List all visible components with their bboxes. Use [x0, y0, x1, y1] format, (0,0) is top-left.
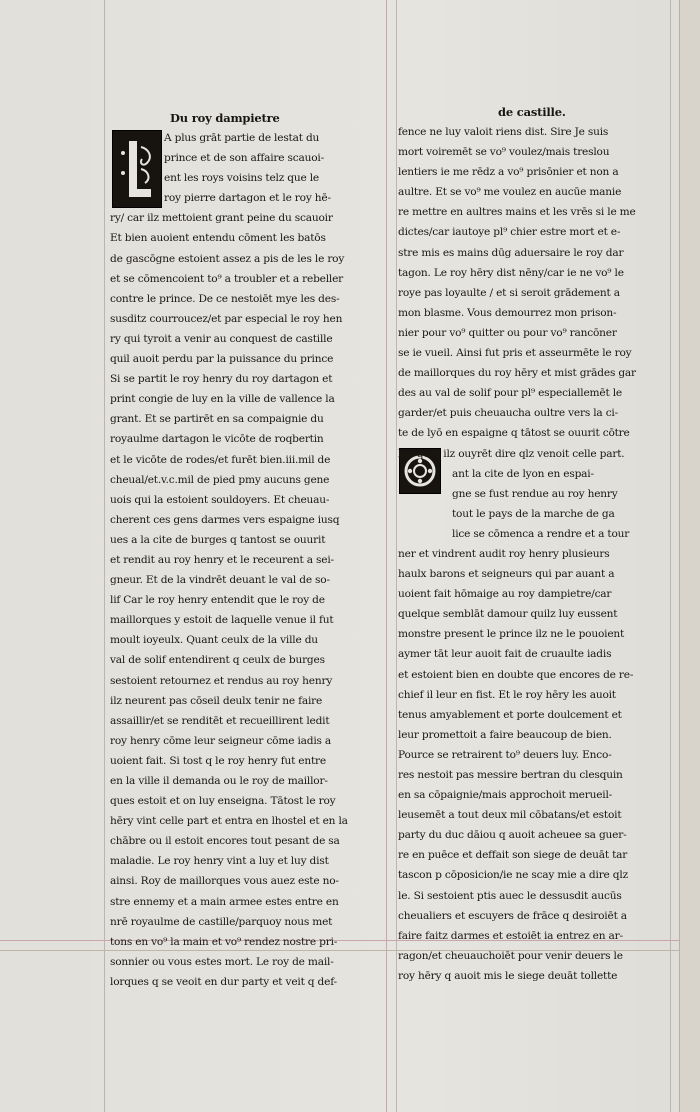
- text-line: A plus grāt partie de lestat du: [164, 132, 320, 144]
- text-line: roy pierre dartagon et le roy hē-: [164, 192, 331, 205]
- text-line: print congie de luy en la ville de vallence la: [110, 393, 335, 406]
- text-line: garder/et puis cheuaucha oultre vers la ci-: [398, 407, 619, 420]
- text-line: uoient fait. Si tost q le roy henry fut entre: [110, 754, 326, 767]
- text-line: tons en vo⁹ la main et vo⁹ rendez nostre pri-: [110, 935, 338, 948]
- text-line: mon blasme. Vous demourrez mon prison-: [398, 306, 617, 319]
- text-line: et se cōmencoient to⁹ a troubler et a rebeller: [110, 272, 344, 285]
- column-rule-line: [386, 0, 387, 1112]
- text-line: nier pour vo⁹ quitter ou pour vo⁹ rancōner: [398, 326, 617, 339]
- text-line: grant. Et se partirēt en sa compaignie du: [110, 413, 324, 426]
- text-line: ner et vindrent audit roy henry plusieurs: [398, 547, 610, 560]
- text-line: ry/ car ilz mettoient grant peine du scauoir: [110, 212, 333, 225]
- text-line: dictes/car iautoye pl⁹ chier estre mort et e-: [398, 226, 621, 239]
- text-line: lorques q se veoit en dur party et veit q def-: [110, 975, 337, 988]
- text-line: re mettre en aultres mains et les vrēs si le me: [398, 206, 636, 219]
- text-line: res nestoit pas messire bertran du clesquin: [398, 769, 623, 781]
- text-line: Et bien auoient entendu cōment les batōs: [110, 232, 326, 245]
- text-line: lif Car le roy henry entendit que le roy de: [110, 594, 325, 607]
- text-line: et estoient bien en doubte que encores de re-: [398, 668, 634, 681]
- text-line: ry qui tyroit a venir au conquest de castille: [110, 332, 333, 345]
- text-line: uoient fait hōmaige au roy dampietre/car: [398, 588, 612, 601]
- text-line: ent les roys voisins telz que le: [164, 172, 319, 185]
- text-line: prince et de son affaire scauoi-: [164, 152, 324, 165]
- text-line: sestoient retournez et rendus au roy henry: [110, 674, 333, 687]
- text-line: re en puēce et deffait son siege de deuāt tar: [398, 849, 628, 862]
- page-edge: [679, 0, 700, 1112]
- text-line: chābre ou il estoit encores tout pesant de sa: [110, 835, 340, 848]
- text-line: se ie vueil. Ainsi fut pris et asseurmēte le roy: [398, 347, 632, 360]
- text-line: roye pas loyaulte / et si seroit grādement a: [398, 286, 620, 299]
- text-line: de gascōgne estoient assez a pis de les le roy: [110, 252, 345, 265]
- text-line: ainsi. Roy de maillorques vous auez este no-: [110, 875, 339, 888]
- text-line: contre le prince. De ce nestoiēt mye les des-: [110, 292, 340, 305]
- text-line: gne se fust rendue au roy henry: [452, 487, 618, 500]
- text-line: royaulme dartagon le vicōte de roqbertin: [110, 433, 324, 446]
- text-line: roy henry cōme leur seigneur cōme iadis a: [110, 734, 332, 747]
- text-line: en la ville il demanda ou le roy de maillor-: [110, 775, 328, 787]
- text-line: aymer tāt leur auoit fait de cruaulte iadis: [398, 648, 612, 661]
- text-line: leusemēt a tout deux mil cōbatans/et estoit: [398, 809, 622, 822]
- text-line: assaillir/et se renditēt et recueillirent ledit: [110, 714, 330, 727]
- running-head-left: Du roy dampietre: [170, 111, 280, 125]
- text-line: lice se cōmenca a rendre et a tour: [452, 527, 630, 540]
- text-line: des au val de solif pour pl⁹ especiallemēt le: [398, 387, 622, 400]
- text-line: lentiers ie me rēdz a vo⁹ prisōnier et non a: [398, 166, 619, 179]
- right-text-lines: [398, 122, 668, 986]
- page-fold-line: [670, 0, 671, 1112]
- text-line: leur promettoit a faire beaucoup de bien.: [398, 728, 612, 741]
- text-line: mort voiremēt se vo⁹ voulez/mais treslou: [398, 146, 610, 159]
- text-line: uois qui la estoient souldoyers. Et cheuau-: [110, 493, 330, 506]
- text-line: ques estoit et on luy enseigna. Tātost le roy: [110, 795, 336, 808]
- text-line: party du duc dāiou q auoit acheuee sa guer-: [398, 829, 627, 842]
- text-line: le. Si sestoient ptis auec le dessusdit aucūs: [398, 889, 622, 902]
- page-fold-line: [104, 0, 105, 1112]
- text-line: chief il leur en fist. Et le roy hēry les auoit: [398, 688, 616, 701]
- text-line: ragon/et cheuauchoiēt pour venir deuers le: [398, 949, 623, 962]
- text-line: sonnier ou vous estes mort. Le roy de mail-: [110, 955, 334, 968]
- text-line: faire faitz darmes et estoiēt ia entrez en ar-: [398, 929, 623, 942]
- text-line: maillorques y estoit de laquelle venue il fut: [110, 614, 334, 627]
- left-text-lines: [110, 128, 382, 992]
- text-line: gneur. Et de la vindrēt deuant le val de so-: [110, 574, 330, 587]
- text-line: cheual/et.v.c.mil de pied pmy aucuns gene: [110, 473, 330, 486]
- text-line: Si se partit le roy henry du roy dartagon et: [110, 373, 333, 386]
- text-line: tout le pays de la marche de ga: [452, 507, 615, 520]
- text-line: ues a la cite de burges q tantost se ouurit: [110, 533, 326, 546]
- text-line: tascon p cōposicion/ie ne scay mie a dire qlz: [398, 869, 628, 882]
- text-line: ilz neurent pas cōseil deulx tenir ne faire: [110, 694, 323, 707]
- text-line: de maillorques du roy hēry et mist grādes gar: [398, 367, 636, 380]
- text-line: Pource se retrairent to⁹ deuers luy. Enco-: [398, 748, 612, 761]
- text-line: ant la cite de lyon en espai-: [452, 467, 594, 480]
- text-line: roy hēry q auoit mis le siege deuāt tollette: [398, 969, 618, 982]
- text-line: haulx barons et seigneurs qui par auant a: [398, 568, 615, 581]
- text-line: en sa cōpaignie/mais approchoit merueil-: [398, 789, 613, 802]
- text-line: stre ennemy et a main armee estes entre en: [110, 895, 339, 908]
- text-line: moult ioyeulx. Quant ceulx de la ville du: [110, 634, 318, 647]
- text-line: tenus amyablement et porte doulcement et: [398, 708, 622, 721]
- text-line: quil auoit perdu par la puissance du prince: [110, 353, 334, 366]
- running-head-right: de castille.: [498, 105, 566, 119]
- text-line: nrē royaulme de castille/parquoy nous met: [110, 915, 333, 928]
- text-line: monstre present le prince ilz ne le pouoient: [398, 628, 625, 641]
- right-text-column: [398, 102, 668, 986]
- text-line: susditz courroucez/et par especial le roy hen: [110, 312, 343, 325]
- text-line: et rendit au roy henry et le receurent a sei-: [110, 553, 334, 566]
- text-line: hēry vint celle part et entra en lhostel et en la: [110, 815, 348, 828]
- text-line: et le vicōte de rodes/et furēt bien.iii.mil de: [110, 453, 331, 466]
- text-line: quelque semblāt damour quilz luy eussent: [398, 608, 618, 621]
- text-line: luy quāt ilz ouyrēt dire qlz venoit celle part.: [398, 447, 625, 460]
- text-line: tagon. Le roy hēry dist nēny/car ie ne vo⁹ le: [398, 266, 624, 279]
- text-line: cherent ces gens darmes vers espaigne iusq: [110, 513, 340, 526]
- text-line: maladie. Le roy henry vint a luy et luy dist: [110, 855, 329, 868]
- text-line: cheualiers et escuyers de frāce q desiroiēt a: [398, 909, 627, 922]
- text-line: stre mis es mains dūg aduersaire le roy dar: [398, 246, 624, 259]
- text-line: aultre. Et se vo⁹ me voulez en aucūe manie: [398, 186, 622, 199]
- text-line: val de solif entendirent q ceulx de burges: [110, 654, 325, 667]
- text-line: fence ne luy valoit riens dist. Sire Je suis: [398, 126, 609, 138]
- page-fold-line: [396, 0, 397, 1112]
- text-line: te de lyō en espaigne q tātost se ouurit cōtre: [398, 427, 630, 440]
- left-text-column: [110, 108, 382, 992]
